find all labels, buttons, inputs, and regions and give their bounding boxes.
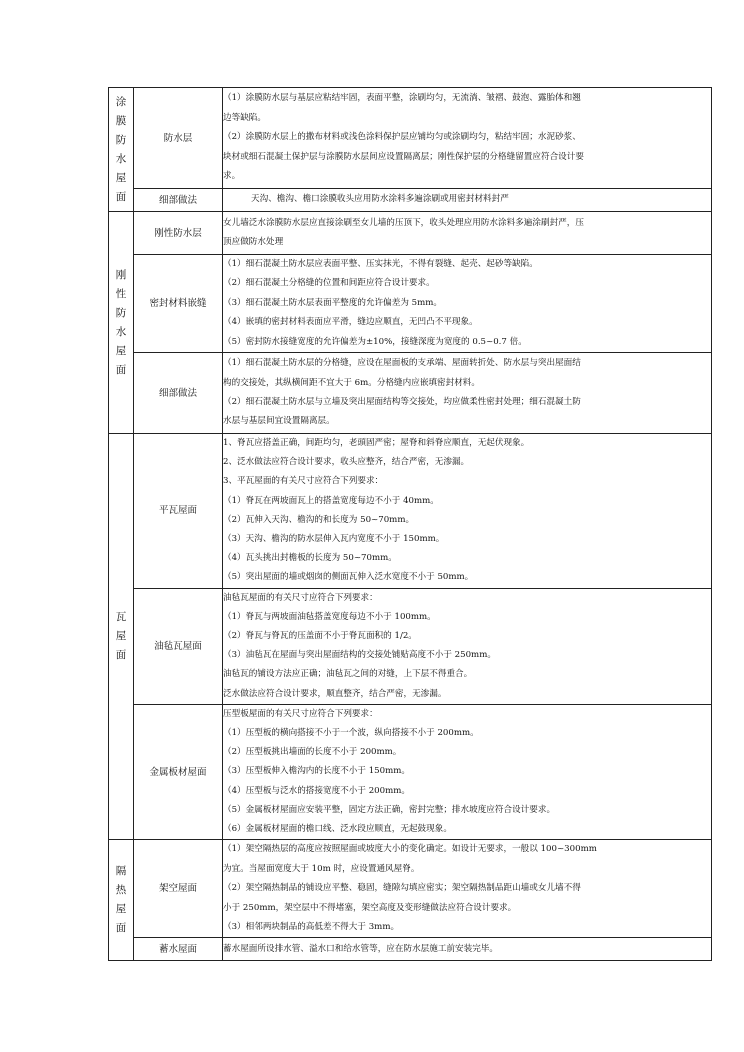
content-line: 1、脊瓦应搭盖正确，间距均匀，老頭固严密；屋脊和斜脊应顺直，无起伏现象。 <box>223 438 530 449</box>
item-cell: 防水层 <box>134 88 223 189</box>
content-line: （2）瓦伸入天沟、檐沟的和长度为 50~70mm。 <box>223 514 415 525</box>
content-line: （1）脊瓦在两坡面瓦上的搭盖宽度每边不小于 40mm。 <box>223 495 439 506</box>
category-char: 屋 <box>115 903 127 916</box>
table-row <box>109 88 712 189</box>
content-line: 块材或细石混凝土保护层与涂膜防水层间应设置隔离层；刚性保护层的分格缝留置应符合设计要 <box>223 151 584 162</box>
table-row <box>109 212 712 255</box>
content-line: （3）压型板伸入檐沟内的长度不小于 150mm。 <box>223 766 410 777</box>
content-line: （3）细石混凝土防水层表面平整度的允许偏差为 5mm。 <box>223 297 443 308</box>
content-line: 边等缺陷。 <box>223 112 266 123</box>
content-line: 女儿墙泛水涂膜防水层应直接涂刷至女儿墙的压顶下，收头处理应用防水涂料多遍涂刷封严，压 <box>223 217 584 228</box>
category-cell <box>109 434 134 840</box>
content-line: （5）密封防水接缝宽度的允许偏差为±10%，接缝深度为宽度的 0.5~0.7 倍。 <box>223 336 527 347</box>
content-line: （4）瓦头挑出封檐板的长度为 50~70mm。 <box>223 553 397 564</box>
content-line: （2）细石混凝土防水层与立墙及突出屋面结构等交接处，均应做柔性密封处理；细石混凝土防 <box>223 397 581 408</box>
content-line: （1）压型板的横向搭接不小于一个波，纵向搭接不小于 200mm。 <box>223 728 479 739</box>
content-line: 油毡瓦屋面的有关尺寸应符合下列要求： <box>223 592 378 603</box>
content-line: （6）金属板材屋面的檐口线、泛水段应顺直，无起鼓现象。 <box>223 824 452 835</box>
content-line: 3、平瓦屋面的有关尺寸应符合下列要求： <box>223 476 384 487</box>
content-cell <box>223 255 712 353</box>
content-line: （2）架空隔热制品的铺设应平整、稳固，缝隙勾填应密实；架空隔热制品距山墙或女儿墙不得 <box>223 883 581 894</box>
table-row <box>109 938 712 961</box>
category-char: 面 <box>115 363 127 376</box>
item-cell: 平瓦屋面 <box>134 434 223 589</box>
category-label <box>109 93 133 207</box>
content-line: （3）油毡瓦在屋面与突出屋面结构的交接处铺贴高度不小于 250mm。 <box>223 650 496 661</box>
category-cell <box>109 212 134 434</box>
content-line: （1）脊瓦与两坡面油毡搭盖宽度每边不小于 100mm。 <box>223 611 436 622</box>
content-line: 小于 250mm，架空层中不得堵塞，架空高度及变形缝做法应符合设计要求。 <box>223 902 517 913</box>
category-char: 水 <box>115 325 127 338</box>
content-line: （3）相邻两块制品的高低差不得大于 3mm。 <box>223 921 400 932</box>
category-char: 瓦 <box>115 611 127 624</box>
category-char: 热 <box>115 884 127 897</box>
category-char: 屋 <box>115 630 127 643</box>
table-row <box>109 353 712 434</box>
content-line: 为宜。当屋面宽度大于 10m 时，应设置通风屋脊。 <box>223 863 420 874</box>
table-row <box>109 704 712 839</box>
content-line: （1）细石混凝土防水层的分格缝，应设在屋面板的支承端、屋面转折处、防水层与突出屋面结 <box>223 358 581 369</box>
content-line: 求。 <box>223 171 241 182</box>
content-line: （2）涂膜防水层上的撒布材料或浅色涂料保护层应铺均匀或涂刷均匀，粘结牢固；水泥砂浆、 <box>223 132 581 143</box>
table-row <box>109 840 712 938</box>
table-row <box>109 255 712 353</box>
content-line: 2、泛水做法应符合设计要求，收头应整齐，结合严密，无渗漏。 <box>223 457 470 468</box>
category-char: 涂 <box>115 95 127 108</box>
item-cell: 刚性防水层 <box>134 212 223 255</box>
content-line: 压型板屋面的有关尺寸应符合下列要求： <box>223 708 378 719</box>
content-line: （1）架空隔热层的高度应按照屋面或坡度大小的变化确定。如设计无要求，一般以 100~300mm <box>223 844 597 855</box>
category-char: 水 <box>115 152 127 165</box>
content-line: （4）压型板与泛水的搭接宽度不小于 200mm。 <box>223 785 410 796</box>
content-cell <box>223 88 712 189</box>
content-line: （5）突出屋面的墙或烟囱的侧面瓦伸入泛水宽度不小于 50mm。 <box>223 572 474 583</box>
table-row <box>109 189 712 212</box>
table-row <box>109 588 712 704</box>
content-line: 水层与基层间宜设置隔离层。 <box>223 416 335 427</box>
category-char: 面 <box>115 190 127 203</box>
category-char: 面 <box>115 649 127 662</box>
category-cell <box>109 840 134 961</box>
category-char: 屋 <box>115 344 127 357</box>
content-line: （2）压型板挑出墙面的长度不小于 200mm。 <box>223 747 402 758</box>
content-cell <box>223 434 712 589</box>
table-row <box>109 434 712 589</box>
category-char: 屋 <box>115 171 127 184</box>
item-cell: 细部做法 <box>134 189 223 212</box>
category-char: 防 <box>115 306 127 319</box>
content-cell <box>223 212 712 255</box>
content-cell <box>223 704 712 839</box>
category-label <box>109 608 133 665</box>
content-line: 构的交接处，其纵横间距不宜大于 6m。分格缝内应嵌填密封材料。 <box>223 377 480 388</box>
item-cell: 架空屋面 <box>134 840 223 938</box>
content-line: （4）嵌填的密封材料表面应平滑，缝边应顺直，无凹凸不平现象。 <box>223 317 478 328</box>
content-line: 蓄水屋面所设排水管、溢水口和给水管等，应在防水层施工前安装完毕。 <box>223 943 499 954</box>
item-cell: 蓄水屋面 <box>134 938 223 961</box>
category-char: 刚 <box>115 268 127 281</box>
category-char: 膜 <box>115 114 127 127</box>
content-line: 顶应做防水处理 <box>223 237 284 247</box>
content-line: 油毡瓦的铺设方法应正确；油毡瓦之间的对缝，上下层不得重合。 <box>223 669 473 680</box>
content-cell <box>223 840 712 938</box>
content-line: （1）涂膜防水层与基层应粘结牢固，表面平整，涂刷均匀，无流淌、皱褶、鼓泡、露胎体和翘 <box>223 93 581 104</box>
content-line: 泛水做法应符合设计要求，顺直整齐，结合严密，无渗漏。 <box>223 688 447 699</box>
category-cell <box>109 88 134 212</box>
content-line: 天沟、檐沟、檐口涂膜收头应用防水涂料多遍涂刷或用密封材料封严 <box>251 194 509 205</box>
content-cell <box>223 588 712 704</box>
content-line: （2）细石混凝土分格缝的位置和间距应符合设计要求。 <box>223 278 435 289</box>
category-label <box>109 862 133 938</box>
item-cell: 密封材料嵌缝 <box>134 255 223 353</box>
content-line: （2）脊瓦与脊瓦的压盖面不小于脊瓦面积的 1/2。 <box>223 631 417 642</box>
item-cell: 金属板材屋面 <box>134 704 223 839</box>
category-char: 防 <box>115 133 127 146</box>
category-char: 隔 <box>115 865 127 878</box>
specification-table <box>108 87 712 961</box>
content-line: （5）金属板材屋面应安装平整，固定方法正确，密封完整；排水坡度应符合设计要求。 <box>223 804 556 815</box>
item-cell: 油毡瓦屋面 <box>134 588 223 704</box>
item-cell: 细部做法 <box>134 353 223 434</box>
category-char: 面 <box>115 922 127 935</box>
content-line: （1）细石混凝土防水层应表面平整、压实抹光，不得有裂缝、起壳、起砂等缺陷。 <box>223 259 538 269</box>
content-cell <box>223 189 712 212</box>
content-cell <box>223 938 712 961</box>
category-char: 性 <box>115 287 127 300</box>
content-line: （3）天沟、檐沟的防水层伸入瓦内宽度不小于 150mm。 <box>223 534 445 545</box>
category-label <box>109 266 133 380</box>
content-cell <box>223 353 712 434</box>
